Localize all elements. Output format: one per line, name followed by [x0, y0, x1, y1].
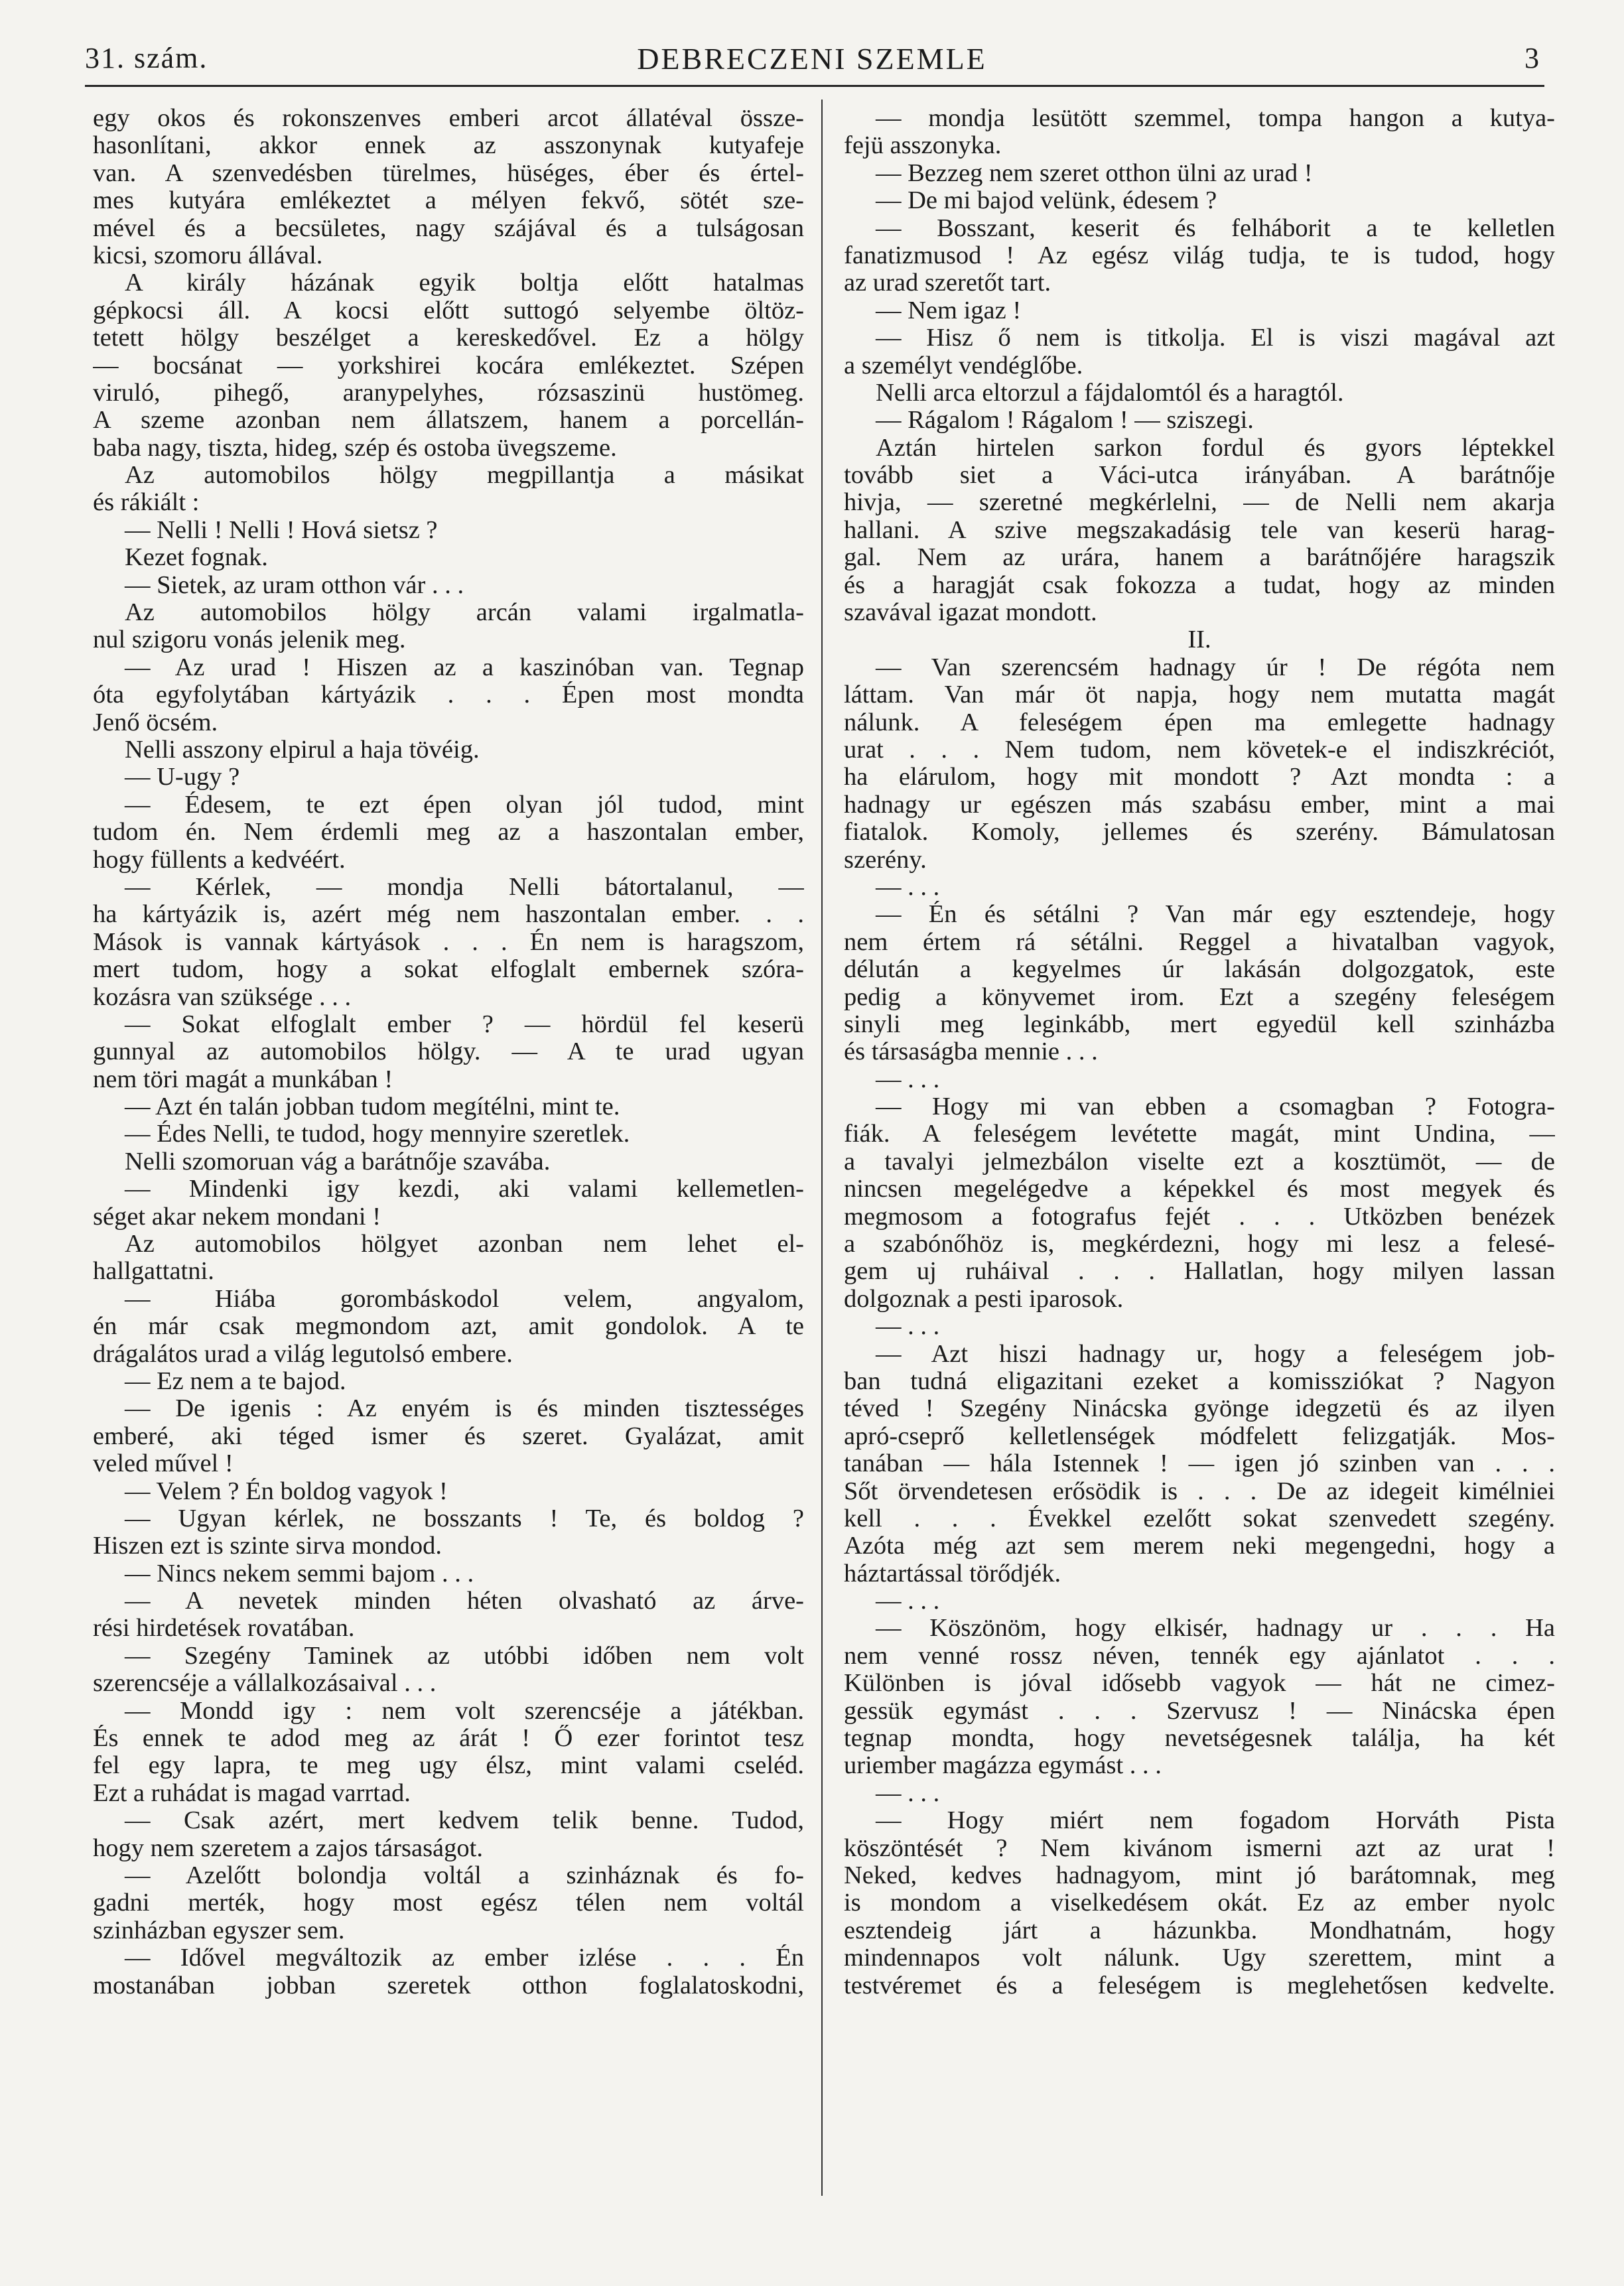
left-line: mével és a becsületes, nagy szájával és a tulságosan — [93, 214, 804, 242]
right-line: — Van szerencsém hadnagy úr ! De régóta nem — [876, 653, 1555, 681]
right-line: esztendeig járt a házunkba. Mondhatnám, hogy — [844, 1916, 1555, 1944]
left-line: — Azt én talán jobban tudom megítélni, mint te. — [125, 1093, 620, 1121]
right-line: fanatizmusod ! Az egész világ tudja, te is tudod, hogy — [844, 241, 1555, 269]
left-line: nul szigoru vonás jelenik meg. — [93, 626, 406, 654]
right-line: tanában — hála Istennek ! — igen jó szinben van . . . — [844, 1450, 1555, 1478]
right-line: szavával igazat mondott. — [844, 599, 1097, 627]
left-line: — Nelli ! Nelli ! Hová sietsz ? — [125, 516, 438, 544]
right-line: — Én és sétálni ? Van már egy esztendeje, hogy — [876, 901, 1555, 929]
right-line: Különben is jóval idősebb vagyok — hát ne cimez- — [844, 1670, 1555, 1698]
left-line: A szeme azonban nem állatszem, hanem a porcellán- — [93, 407, 804, 435]
right-line: hivja, — szeretné megkérlelni, — de Nelli nem akarja — [844, 489, 1555, 517]
left-line: óta egyfolytában kártyázik . . . Épen most mondta — [93, 681, 804, 709]
right-line: — . . . — [876, 1065, 940, 1093]
left-line: egy okos és rokonszenves emberi arcot állatéval össze- — [93, 105, 804, 132]
left-line: fel egy lapra, te meg ugy élsz, mint valami cseléd. — [93, 1752, 804, 1780]
left-line: ha kártyázik is, azért még nem haszontalan ember. . . — [93, 901, 804, 929]
right-line: apró-cseprő kelletlenségek módfelett felizgatják. Mos- — [844, 1422, 1555, 1450]
left-line: hallgattatni. — [93, 1258, 214, 1286]
right-line: — Nem igaz ! — [876, 297, 1022, 324]
left-line: — Hiába gorombáskodol velem, angyalom, — [125, 1285, 804, 1313]
right-line: a tavalyi jelmezbálon viselte ezt a kosztümöt, — de — [844, 1148, 1555, 1176]
left-line: — Mindenki igy kezdi, aki valami kellemetlen- — [125, 1176, 804, 1203]
right-line: gessük egymást . . . Szervusz ! — Ninácska épen — [844, 1697, 1555, 1725]
right-line: háztartással törődjék. — [844, 1560, 1061, 1587]
issue-number: 31. szám. — [85, 42, 208, 74]
left-line: — De igenis : Az enyém is és minden tisztességes — [125, 1395, 804, 1423]
right-line: nem értem rá sétálni. Reggel a hivatalban vagyok, — [844, 928, 1555, 956]
right-line: nem venné rossz néven, tennék egy ajánlatot . . . — [844, 1642, 1555, 1670]
left-line: — Szegény Taminek az utóbbi időben nem volt — [125, 1642, 804, 1670]
right-line: testvéremet és a feleségem is meglehetősen kedvelte. — [844, 1972, 1555, 1999]
right-line: — Bosszant, keserit és felháborit a te kelletlen — [876, 214, 1555, 242]
left-line: és rákiált : — [93, 489, 200, 517]
right-line: — mondja lesütött szemmel, tompa hangon a kutya- — [876, 105, 1555, 132]
right-line: Azóta még azt sem merem neki megengedni, hogy a — [844, 1532, 1555, 1560]
right-line: pedig a könyvemet irom. Ezt a szegény feleségem — [844, 983, 1555, 1011]
left-line: — Velem ? Én boldog vagyok ! — [125, 1477, 448, 1505]
left-line: kozásra van szüksége . . . — [93, 983, 352, 1011]
right-line: az urad szeretőt tart. — [844, 269, 1051, 297]
left-line: veled művel ! — [93, 1450, 234, 1478]
left-line: — Azelőtt bolondja voltál a szinháznak és fo- — [125, 1862, 804, 1889]
left-line: — Ez nem a te bajod. — [125, 1367, 346, 1395]
right-line: megmosom a fotografus fejét . . . Utközben benézek — [844, 1203, 1555, 1231]
left-line: Az automobilos hölgyet azonban nem lehet el- — [125, 1231, 804, 1258]
right-line: láttam. Van már öt napja, hogy nem mutatta magát — [844, 681, 1555, 709]
left-line: Ezt a ruhádat is magad varrtad. — [93, 1779, 411, 1807]
right-line: — . . . — [876, 1313, 940, 1341]
left-line: — A nevetek minden héten olvasható az árve- — [125, 1587, 804, 1615]
left-line: tetett hölgy beszélget a kereskedővel. Ez a hölgy — [93, 324, 804, 352]
right-line: — . . . — [876, 873, 940, 901]
left-line: hasonlítani, akkor ennek az asszonynak kutyafeje — [93, 132, 804, 160]
left-line: — Sietek, az uram otthon vár . . . — [125, 571, 464, 599]
right-line: — Bezzeg nem szeret otthon ülni az urad ! — [876, 159, 1313, 187]
right-line: uriember magázza egymást . . . — [844, 1752, 1162, 1780]
right-line: a személyt vendéglőbe. — [844, 352, 1083, 379]
right-line: — . . . — [876, 1779, 940, 1807]
left-line: mostanában jobban szeretek otthon foglalatoskodni, — [93, 1972, 804, 1999]
left-line: én már csak megmondom azt, amit gondolok. A te — [93, 1313, 804, 1341]
left-line: — Ugyan kérlek, ne bosszants ! Te, és boldog ? — [125, 1505, 804, 1532]
left-line: Az automobilos hölgy arcán valami irgalmatla- — [125, 599, 804, 627]
left-line: — Sokat elfoglalt ember ? — hördül fel keserü — [125, 1010, 804, 1038]
right-line: fiák. A feleségem levétette magát, mint Undina, — — [844, 1120, 1555, 1148]
left-line: A király házának egyik boltja előtt hatalmas — [125, 269, 804, 297]
left-line: — Csak azért, mert kedvem telik benne. Tudod, — [125, 1807, 804, 1835]
left-line: Az automobilos hölgy megpillantja a másikat — [125, 462, 804, 490]
left-line: És ennek te adod meg az árát ! Ő ezer forintot tesz — [93, 1725, 804, 1753]
left-line: kicsi, szomoru állával. — [93, 241, 323, 269]
right-line: — Rágalom ! Rágalom ! — sziszegi. — [876, 407, 1254, 435]
right-line: dolgoznak a pesti iparosok. — [844, 1285, 1124, 1313]
page-number: 3 — [1524, 42, 1539, 74]
right-line: gem uj ruháival . . . Hallatlan, hogy milyen lassan — [844, 1258, 1555, 1286]
right-line: ha elárulom, hogy mit mondott ? Azt mondta : a — [844, 764, 1555, 791]
left-line: baba nagy, tiszta, hideg, szép és ostoba üvegszeme. — [93, 434, 617, 462]
right-line: tegnap mondta, hogy nevetségesnek találja, ha két — [844, 1725, 1555, 1753]
right-line: köszöntését ? Nem kivánom ismerni azt az urat ! — [844, 1834, 1555, 1862]
left-line: — bocsánat — yorkshirei kocára emlékeztet. Szépen — [93, 352, 804, 379]
right-line: — Hisz ő nem is titkolja. El is viszi magával azt — [876, 324, 1555, 352]
left-line: — Idővel megváltozik az ember izlése . . . Én — [125, 1944, 804, 1972]
left-line: Nelli asszony elpirul a haja tövéig. — [125, 736, 480, 764]
left-line: gépkocsi áll. A kocsi előtt suttogó selyembe öltöz- — [93, 297, 804, 324]
right-line: mindennapos volt nálunk. Ugy szerettem, mint a — [844, 1944, 1555, 1972]
left-line: Kezet fognak. — [125, 544, 268, 572]
right-line: a szabónőhöz is, megkérdezni, hogy mi lesz a felesé- — [844, 1231, 1555, 1258]
left-line: — Édes Nelli, te tudod, hogy mennyire szeretlek. — [125, 1120, 630, 1148]
right-line: fejü asszonyka. — [844, 132, 1002, 160]
left-column — [93, 105, 804, 1999]
page-header — [85, 41, 1539, 81]
right-line: gal. Nem az urára, hanem a barátnőjére haragszik — [844, 544, 1555, 572]
right-line: is mondom a viselkedésem okát. Ez az ember nyolc — [844, 1889, 1555, 1917]
left-line: — U-ugy ? — [125, 764, 240, 791]
left-line: nem töri magát a munkában ! — [93, 1065, 393, 1093]
right-line: és a haragját csak fokozza a tudat, hogy az minden — [844, 571, 1555, 599]
right-line: téved ! Szegény Ninácska gyönge idegzetü és az ilyen — [844, 1395, 1555, 1423]
right-column — [844, 105, 1555, 1999]
left-line: Nelli szomoruan vág a barátnője szavába. — [125, 1148, 551, 1176]
right-line: kell . . . Évekkel ezelőtt sokat szenvedett szegény. — [844, 1505, 1555, 1532]
right-line: szerény. — [844, 846, 927, 874]
right-line: Nelli arca eltorzul a fájdalomtól és a haragtól. — [876, 379, 1344, 407]
left-line: hogy nem szeretem a zajos társaságot. — [93, 1834, 483, 1862]
right-line: ban tudná eligazitani ezeket a komissziókat ? Nagyon — [844, 1367, 1555, 1395]
right-line: Sőt örvendetesen erősödik is . . . De az idegeit kimélniei — [844, 1477, 1555, 1505]
left-line: — Édesem, te ezt épen olyan jól tudod, mint — [125, 791, 804, 819]
left-line: — Az urad ! Hiszen az a kaszinóban van. Tegnap — [125, 653, 804, 681]
left-line: — Kérlek, — mondja Nelli bátortalanul, — — [125, 873, 804, 901]
left-line: mes kutyára emlékeztet a mélyen fekvő, sötét sze- — [93, 187, 804, 215]
left-line: séget akar nekem mondani ! — [93, 1203, 381, 1231]
left-line: szinházban egyszer sem. — [93, 1916, 345, 1944]
left-line: szerencséje a vállalkozásaival . . . — [93, 1670, 437, 1698]
right-line: tovább siet a Váci-utca irányában. A barátnője — [844, 462, 1555, 490]
right-line: és társaságba mennie . . . — [844, 1038, 1098, 1066]
right-line: — Hogy miért nem fogadom Horváth Pista — [876, 1807, 1555, 1835]
left-line: hogy füllents a kedvéért. — [93, 846, 346, 874]
right-line: — . . . — [876, 1587, 940, 1615]
left-line: — Nincs nekem semmi bajom . . . — [125, 1560, 474, 1587]
right-line: hallani. A szive megszakadásig tele van keserü harag- — [844, 516, 1555, 544]
right-line: nálunk. A feleségem épen ma emlegette hadnagy — [844, 708, 1555, 736]
left-line: emberé, aki téged ismer és szeret. Gyalázat, amit — [93, 1422, 804, 1450]
left-line: tudom én. Nem érdemli meg az a haszontalan ember, — [93, 819, 804, 846]
right-line: urat . . . Nem tudom, nem követek-e el indiszkréciót, — [844, 736, 1555, 764]
right-line: — Hogy mi van ebben a csomagban ? Fotogra- — [876, 1093, 1555, 1121]
left-line: drágalátos urad a világ legutolsó embere. — [93, 1340, 513, 1368]
left-line: mert tudom, hogy a sokat elfoglalt embernek szóra- — [93, 956, 804, 984]
left-line: Hiszen ezt is szinte sirva mondod. — [93, 1532, 442, 1560]
left-line: — Mondd igy : nem volt szerencséje a játékban. — [125, 1697, 804, 1725]
left-line: gunnyal az automobilos hölgy. — A te urad ugyan — [93, 1038, 804, 1066]
right-line: délután a kegyelmes úr lakásán dolgozgatok, este — [844, 956, 1555, 984]
right-line: Neked, kedves hadnagyom, mint jó barátomnak, meg — [844, 1862, 1555, 1889]
left-line: gadni merték, hogy most egész télen nem voltál — [93, 1889, 804, 1917]
right-line: sinyli meg leginkább, mert egyedül kell szinházba — [844, 1010, 1555, 1038]
right-line: — De mi bajod velünk, édesem ? — [876, 187, 1217, 215]
journal-title: DEBRECZENI SZEMLE — [637, 42, 987, 76]
column-divider — [821, 100, 823, 2196]
right-line: hadnagy ur egészen más szabásu ember, mint a mai — [844, 791, 1555, 819]
left-line: van. A szenvedésben türelmes, hüséges, éber és értel- — [93, 159, 804, 187]
left-line: viruló, pihegő, aranypelyhes, rózsaszinü hustömeg. — [93, 379, 804, 407]
left-line: Mások is vannak kártyások . . . Én nem is haragszom, — [93, 928, 804, 956]
right-line: — Azt hiszi hadnagy ur, hogy a feleségem job- — [876, 1340, 1555, 1368]
right-line: — Köszönöm, hogy elkisér, hadnagy ur . . . Ha — [876, 1615, 1555, 1643]
right-line: fiatalok. Komoly, jellemes és szerény. Bámulatosan — [844, 819, 1555, 846]
right-line: Aztán hirtelen sarkon fordul és gyors léptekkel — [876, 434, 1555, 462]
left-line: rési hirdetések rovatában. — [93, 1615, 355, 1643]
header-rule — [85, 85, 1544, 87]
left-line: Jenő öcsém. — [93, 708, 218, 736]
right-line: II. — [1187, 626, 1211, 654]
right-line: nincsen megelégedve a képekkel és most megyek és — [844, 1176, 1555, 1203]
